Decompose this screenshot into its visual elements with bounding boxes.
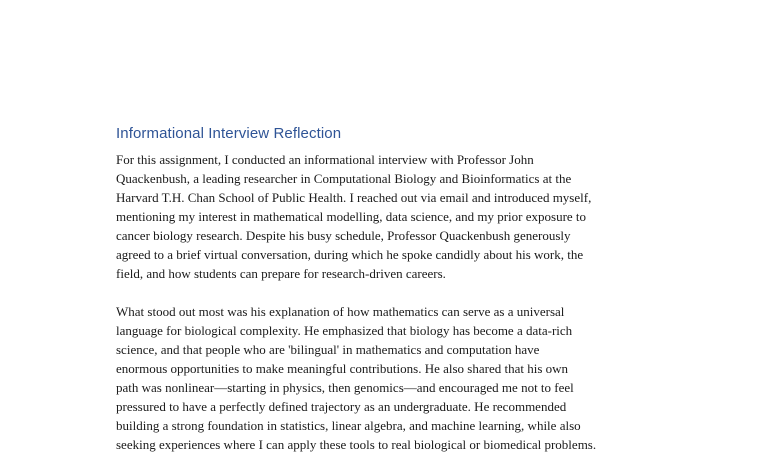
text-line: Quackenbush, a leading researcher in Computational Biology and Bioinformatics at the <box>116 171 572 186</box>
text-line: For this assignment, I conducted an informational interview with Professor John <box>116 152 534 167</box>
text-line: What stood out most was his explanation of how mathematics can serve as a universal <box>116 304 565 319</box>
paragraph-1 <box>116 150 676 283</box>
text-line: seeking experiences where I can apply these tools to real biological or biomedical problems. <box>116 437 597 452</box>
text-line: language for biological complexity. He emphasized that biology has become a data-rich <box>116 323 573 338</box>
text-line: mentioning my interest in mathematical modelling, data science, and my prior exposure to <box>116 209 587 224</box>
text-line: Harvard T.H. Chan School of Public Health. I reached out via email and introduced myself, <box>116 190 592 205</box>
text-line: enormous opportunities to make meaningful contributions. He also shared that his own <box>116 361 569 376</box>
text-line: agreed to a brief virtual conversation, during which he spoke candidly about his work, the <box>116 247 584 262</box>
paragraph-2 <box>116 302 676 454</box>
text-line: building a strong foundation in statistics, linear algebra, and machine learning, while also <box>116 418 581 433</box>
text-line: field, and how students can prepare for research-driven careers. <box>116 266 446 281</box>
document-heading: Informational Interview Reflection <box>116 125 342 142</box>
text-line: science, and that people who are 'bilingual' in mathematics and computation have <box>116 342 540 357</box>
text-line: path was nonlinear—starting in physics, then genomics—and encouraged me not to feel <box>116 380 574 395</box>
text-line: pressured to have a perfectly defined trajectory as an undergraduate. He recommended <box>116 399 567 414</box>
text-line: cancer biology research. Despite his busy schedule, Professor Quackenbush generously <box>116 228 571 243</box>
